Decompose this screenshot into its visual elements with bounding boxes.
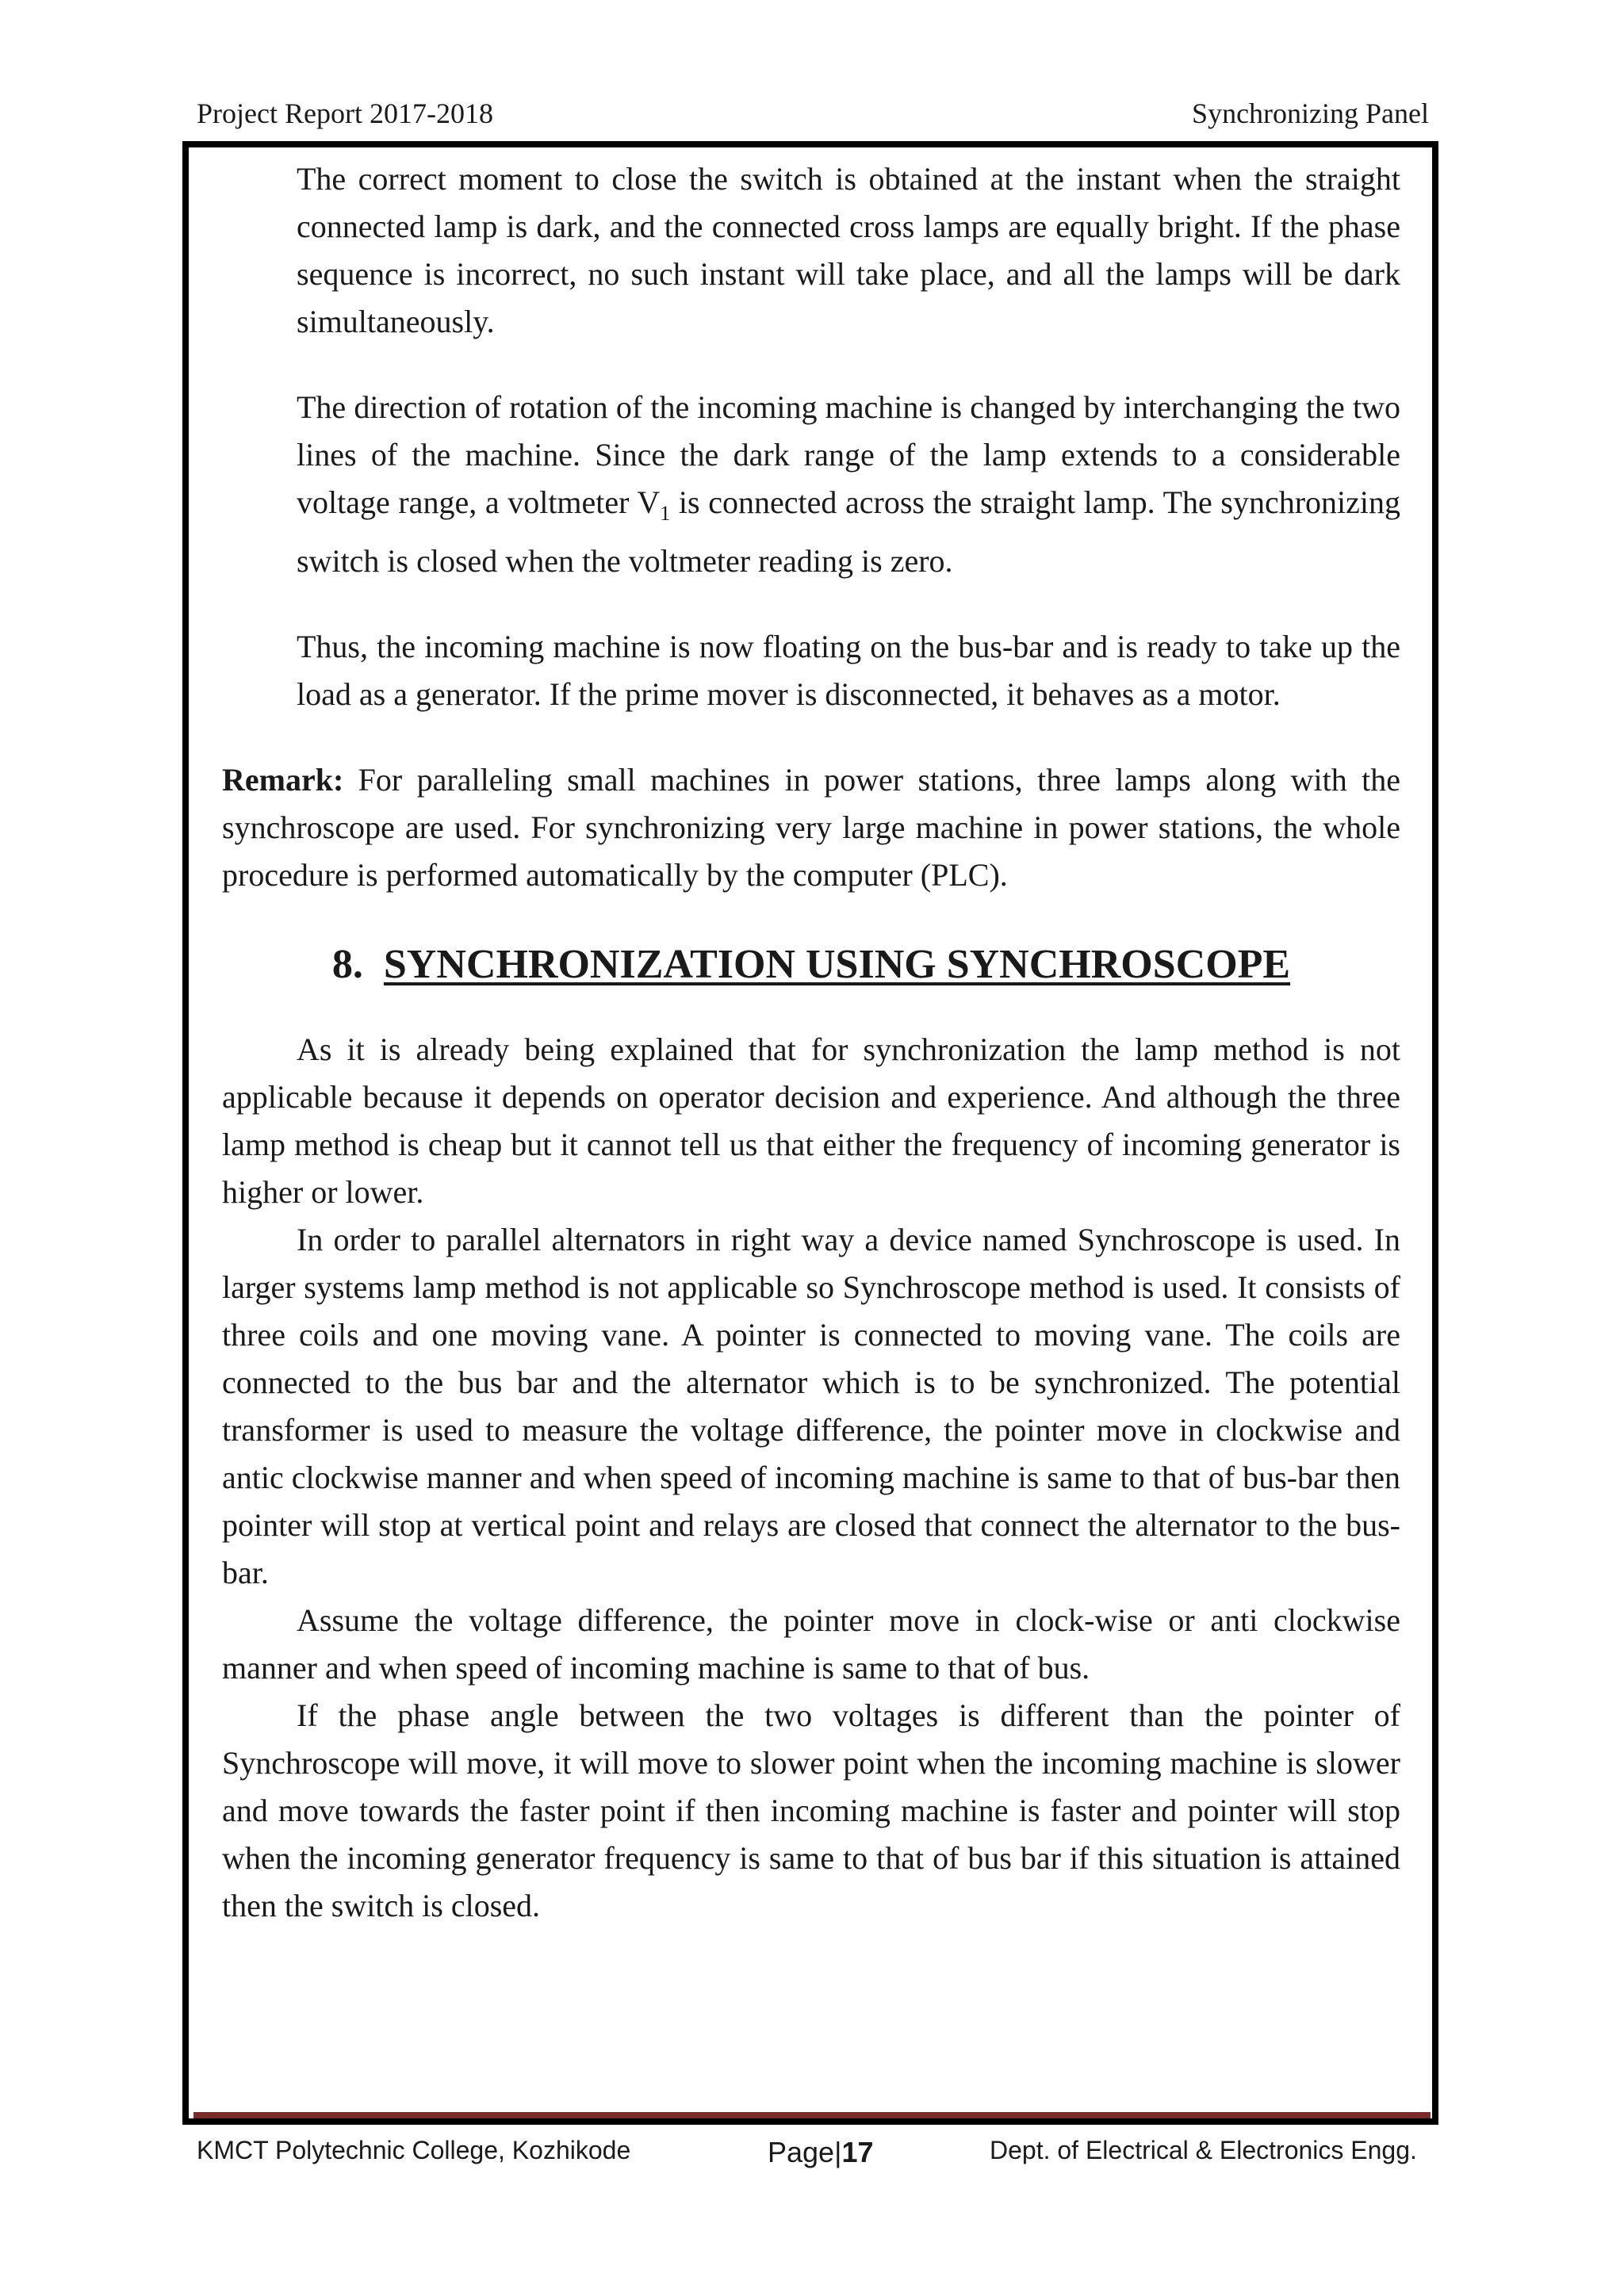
remark-label: Remark: (222, 762, 344, 798)
paragraph-switch-moment: The correct moment to close the switch is obtained at the instant when the straight connected lamp is dark, and the connected cross lamps are equally bright. If the phase sequence is incorrect, no such instant will take place, and all the lamps will be dark simultaneously. (297, 161, 1400, 339)
footer-college: KMCT Polytechnic College, Kozhikode (197, 2136, 631, 2164)
section-paragraph-3: Assume the voltage difference, the pointer move in clock-wise or anti clockwise manner and when speed of incoming machine is same to that of bus. (222, 1602, 1400, 1686)
rotation-text-b: is connected across the straight lamp. The synchronizing switch is closed when the voltmeter reading is zero. (297, 484, 1401, 579)
section-paragraph-4: If the phase angle between the two voltages is different than the pointer of Synchroscope will move, it will move to slower point when the incoming machine is slower and move towards the faster point if then incoming machine is faster and pointer will stop when the incoming generator frequency is same to that of bus bar if this situation is attained then the switch is closed. (222, 1697, 1400, 1923)
header-left: Project Report 2017-2018 (197, 98, 493, 129)
header-right: Synchronizing Panel (1192, 98, 1429, 129)
section-heading (222, 937, 1400, 993)
section-paragraph-1: As it is already being explained that for synchronization the lamp method is not applicable because it depends on operator decision and experience. And although the three lamp method is cheap but it cannot tell us that either the frequency of incoming generator is higher or lower. (222, 1031, 1400, 1210)
page-content (222, 155, 1400, 1930)
section-title: SYNCHRONIZATION USING SYNCHROSCOPE (383, 942, 1291, 987)
paragraph-rotation-direction (297, 384, 1400, 585)
section-paragraph-2: In order to parallel alternators in right way a device named Synchroscope is used. In larger systems lamp method is not applicable so Synchroscope method is used. It consists of three coils and one moving vane. A pointer is connected to moving vane. The coils are connected to the bus bar and the alternator which is to be synchronized. The potential transformer is used to measure the voltage difference, the pointer move in clockwise and antic clockwise manner and when speed of incoming machine is same to that of bus-bar then pointer will stop at vertical point and relays are closed that connect the alternator to the bus-bar. (222, 1222, 1400, 1590)
section-number: 8. (331, 942, 363, 987)
remark-paragraph (222, 756, 1400, 899)
rotation-text-a: The direction of rotation of the incoming machine is changed by interchanging the two lines of the machine. Since the dark range of the lamp extends to a considerable voltage range, a voltmeter V (297, 389, 1400, 520)
footer-rule (193, 2112, 1431, 2118)
indented-block (297, 155, 1400, 718)
paragraph-floating-machine: Thus, the incoming machine is now floating on the bus-bar and is ready to take up the load as a generator. If the prime mover is disconnected, it behaves as a motor. (297, 629, 1400, 712)
footer-page-label: Page| (768, 2136, 842, 2168)
footer-page (768, 2136, 873, 2169)
footer-department: Dept. of Electrical & Electronics Engg. (990, 2136, 1417, 2164)
remark-text: For paralleling small machines in power stations, three lamps along with the synchroscope are used. For synchronizing very large machine in power stations, the whole procedure is performed automatically by the computer (PLC). (222, 762, 1400, 893)
footer-page-number: 17 (841, 2136, 874, 2168)
voltmeter-subscript: 1 (660, 502, 671, 525)
